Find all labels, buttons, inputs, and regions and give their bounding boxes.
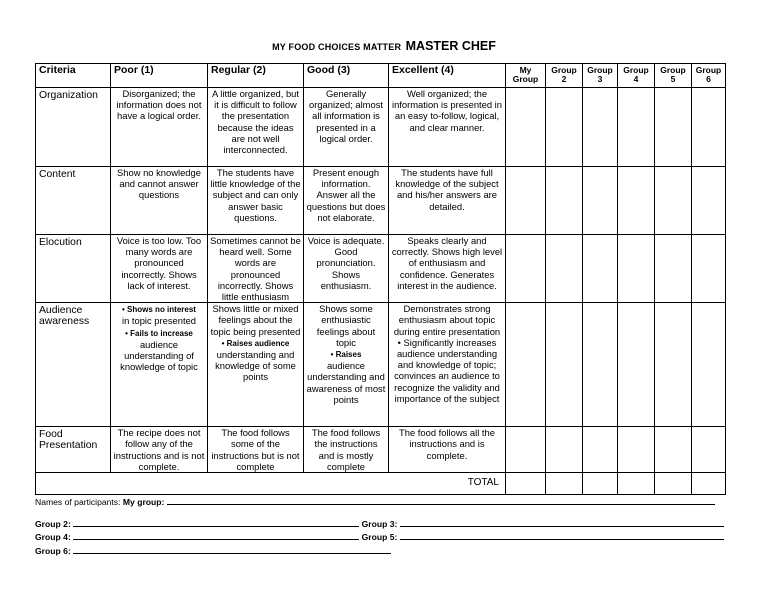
- total-cell[interactable]: [546, 473, 583, 495]
- header-group-5: Group 5: [655, 64, 692, 88]
- score-cell[interactable]: [655, 167, 692, 235]
- title-main: MASTER CHEF: [405, 39, 496, 53]
- criterion-food-presentation: Food Presentation: [36, 427, 111, 473]
- score-cell[interactable]: [655, 235, 692, 303]
- group5-field[interactable]: [400, 531, 724, 540]
- my-group-label: My group:: [122, 497, 165, 507]
- score-cell[interactable]: [655, 427, 692, 473]
- score-cell[interactable]: [692, 235, 726, 303]
- header-poor: Poor (1): [111, 64, 208, 88]
- groups-line-2: [35, 531, 724, 542]
- cell-good: Generally organized; almost all information is presented in a logical order.: [304, 88, 389, 167]
- total-cell[interactable]: [583, 473, 618, 495]
- cell-regular: A little organized, but it is difficult to follow the presentation because the ideas are not well interconnected.: [208, 88, 304, 167]
- header-excellent: Excellent (4): [389, 64, 506, 88]
- score-cell[interactable]: [506, 427, 546, 473]
- cell-good: Shows some enthusiastic feelings about topic • Raises audience understanding and awareness of most points: [304, 303, 389, 427]
- header-group-4: Group 4: [618, 64, 655, 88]
- score-cell[interactable]: [692, 88, 726, 167]
- score-cell[interactable]: [506, 235, 546, 303]
- header-my-group: My Group: [506, 64, 546, 88]
- cell-good: The food follows the instructions and is mostly complete: [304, 427, 389, 473]
- score-cell[interactable]: [692, 167, 726, 235]
- cell-regular: The food follows some of the instructions but is not complete: [208, 427, 304, 473]
- cell-poor: Voice is too low. Too many words are pronounced incorrectly. Shows lack of interest.: [111, 235, 208, 303]
- score-cell[interactable]: [618, 88, 655, 167]
- header-criteria: Criteria: [36, 64, 111, 88]
- criterion-organization: Organization: [36, 88, 111, 167]
- groups-line-3: [35, 545, 391, 556]
- cell-poor: • Shows no interest in topic presented • Fails to increase audience understanding of knowledge of topic: [111, 303, 208, 427]
- rubric-table: [35, 63, 726, 495]
- score-cell[interactable]: [583, 167, 618, 235]
- total-row: [36, 473, 726, 495]
- total-cell[interactable]: [506, 473, 546, 495]
- score-cell[interactable]: [546, 427, 583, 473]
- criterion-audience-awareness: Audience awareness: [36, 303, 111, 427]
- cell-poor: Show no knowledge and cannot answer questions: [111, 167, 208, 235]
- header-row: [36, 64, 726, 88]
- header-group-3: Group 3: [583, 64, 618, 88]
- title-prefix: MY FOOD CHOICES MATTER: [272, 42, 402, 52]
- group4-label: Group 4:: [35, 532, 71, 542]
- score-cell[interactable]: [655, 303, 692, 427]
- score-cell[interactable]: [506, 167, 546, 235]
- participants-label: Names of participants:: [35, 497, 121, 507]
- score-cell[interactable]: [583, 303, 618, 427]
- score-cell[interactable]: [618, 303, 655, 427]
- group3-field[interactable]: [400, 518, 724, 527]
- group2-label: Group 2:: [35, 519, 71, 529]
- document-title: [0, 37, 768, 55]
- score-cell[interactable]: [618, 427, 655, 473]
- score-cell[interactable]: [546, 88, 583, 167]
- criterion-elocution: Elocution: [36, 235, 111, 303]
- score-cell[interactable]: [692, 427, 726, 473]
- cell-poor: The recipe does not follow any of the instructions and is not complete.: [111, 427, 208, 473]
- score-cell[interactable]: [546, 235, 583, 303]
- cell-regular: Shows little or mixed feelings about the topic being presented • Raises audience understanding and knowledge of some points: [208, 303, 304, 427]
- cell-excellent: Demonstrates strong enthusiasm about topic during entire presentation • Significantly increases audience understanding and knowledge of topic; convinces an audience to recognize the validity and importance of the subject: [389, 303, 506, 427]
- total-cell[interactable]: [618, 473, 655, 495]
- cell-excellent: Well organized; the information is presented in an easy to-follow, logical, and clear manner.: [389, 88, 506, 167]
- group3-label: Group 3:: [361, 519, 398, 529]
- group5-label: Group 5:: [361, 532, 398, 542]
- participants-line: [35, 496, 715, 507]
- criterion-content: Content: [36, 167, 111, 235]
- group4-field[interactable]: [73, 531, 359, 540]
- score-cell[interactable]: [692, 303, 726, 427]
- score-cell[interactable]: [583, 235, 618, 303]
- total-cell[interactable]: [692, 473, 726, 495]
- score-cell[interactable]: [583, 88, 618, 167]
- cell-excellent: The students have full knowledge of the subject and his/her answers are detailed.: [389, 167, 506, 235]
- score-cell[interactable]: [506, 88, 546, 167]
- score-cell[interactable]: [655, 88, 692, 167]
- table-row: [36, 303, 726, 427]
- header-group-6: Group 6: [692, 64, 726, 88]
- score-cell[interactable]: [506, 303, 546, 427]
- group6-label: Group 6:: [35, 546, 71, 556]
- groups-line-1: [35, 518, 724, 529]
- total-cell[interactable]: [655, 473, 692, 495]
- table-row: [36, 427, 726, 473]
- my-group-field[interactable]: [167, 496, 715, 505]
- cell-poor: Disorganized; the information does not have a logical order.: [111, 88, 208, 167]
- total-label: TOTAL: [36, 473, 506, 495]
- table-row: [36, 88, 726, 167]
- cell-excellent: The food follows all the instructions and is complete.: [389, 427, 506, 473]
- header-regular: Regular (2): [208, 64, 304, 88]
- score-cell[interactable]: [546, 303, 583, 427]
- header-good: Good (3): [304, 64, 389, 88]
- score-cell[interactable]: [583, 427, 618, 473]
- group2-field[interactable]: [73, 518, 359, 527]
- cell-regular: The students have little knowledge of the subject and can only answer basic questions.: [208, 167, 304, 235]
- score-cell[interactable]: [546, 167, 583, 235]
- cell-good: Present enough information. Answer all the questions but does not elaborate.: [304, 167, 389, 235]
- header-group-2: Group 2: [546, 64, 583, 88]
- score-cell[interactable]: [618, 235, 655, 303]
- cell-good: Voice is adequate. Good pronunciation. Shows enthusiasm.: [304, 235, 389, 303]
- table-row: [36, 235, 726, 303]
- cell-excellent: Speaks clearly and correctly. Shows high level of enthusiasm and confidence. Generates interest in the audience.: [389, 235, 506, 303]
- table-row: [36, 167, 726, 235]
- group6-field[interactable]: [73, 545, 391, 554]
- cell-regular: Sometimes cannot be heard well. Some words are pronounced incorrectly. Shows little enthusiasm: [208, 235, 304, 303]
- score-cell[interactable]: [618, 167, 655, 235]
